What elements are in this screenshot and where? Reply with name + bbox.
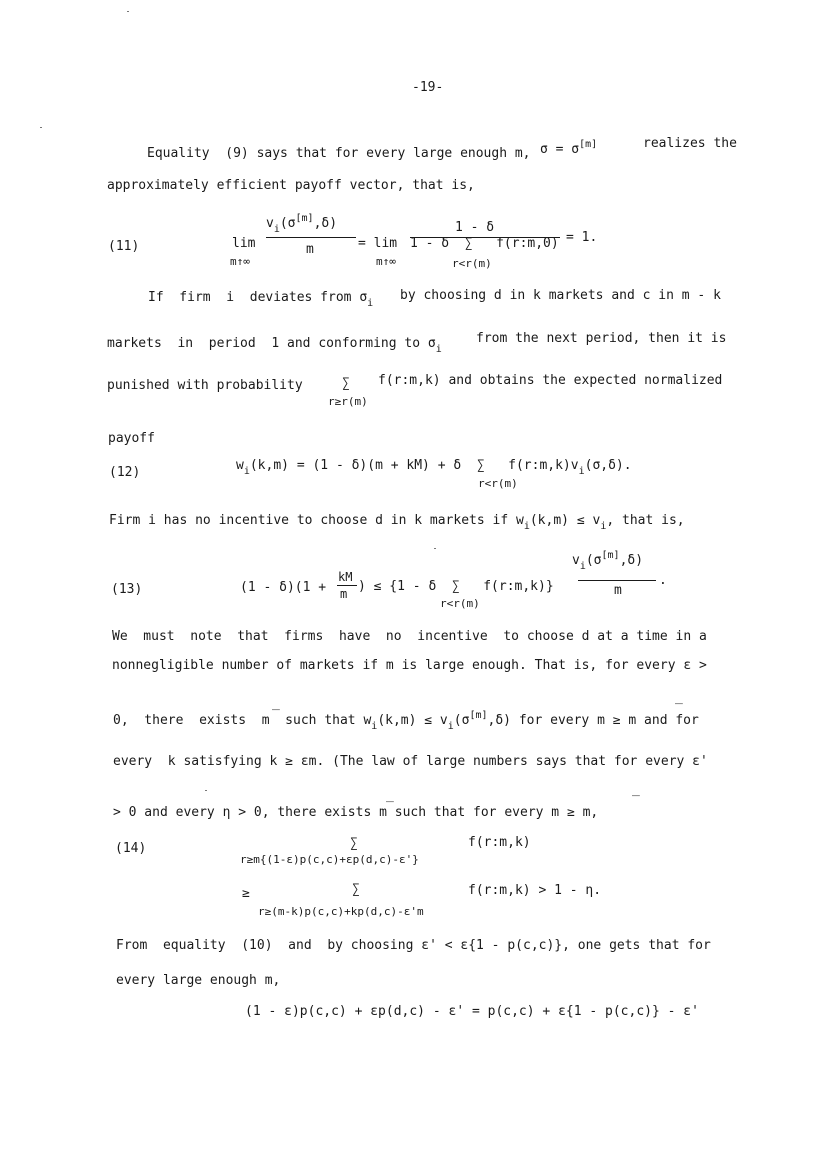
equation-label: (12) bbox=[109, 465, 141, 480]
eq11-sum-subscript: r<r(m) bbox=[452, 257, 492, 270]
eq14-sum-1: ∑ bbox=[350, 836, 358, 851]
eq11-lim: lim bbox=[232, 236, 256, 251]
paragraph-line: every k satisfying k ≥ εm. (The law of large numbers says that for every ε' bbox=[113, 754, 708, 769]
paragraph-line: We must note that firms have no incentive to choose d at a time in a bbox=[112, 629, 707, 644]
paragraph-line: 0, there exists m such that $w_i(k,m) \le v_i(\sigma[m],\delta)$ for every m ≥ m and for bbox=[113, 710, 699, 732]
paragraph-line: realizes the bbox=[643, 136, 737, 151]
eq12-body: $w_i(k,m) = (1 - \delta)(m + kM) + \delta$ ∑ $f(r:m,k)v_i(\sigma,\delta)$. bbox=[236, 458, 632, 477]
overbar-m: _ bbox=[675, 690, 683, 705]
eq13-numerator: $v_i(\sigma[m],\delta)$ bbox=[572, 550, 644, 572]
equation-label: (14) bbox=[115, 841, 147, 856]
eq13-mid: ) ≤ {1 - δ ∑ f(r:m,k)} bbox=[358, 579, 554, 594]
eq13-sum-subscript: r<r(m) bbox=[440, 597, 480, 610]
eq11-frac2-numerator: 1 - δ bbox=[455, 220, 495, 235]
eq13-denominator: m bbox=[614, 583, 622, 598]
eq11-lim-subscript-2: m↑∞ bbox=[376, 255, 396, 268]
eq14-subscript-1: r≥m{(1-ε)p(c,c)+εp(d,c)-ε'} bbox=[240, 853, 419, 866]
equation-label: (13) bbox=[111, 582, 143, 597]
paragraph-line: markets in period 1 and conforming to $\sigma_i$ bbox=[107, 336, 442, 355]
eq14-term-1: f(r:m,k) bbox=[468, 835, 531, 850]
paragraph-line: approximately efficient payoff vector, that is, bbox=[107, 178, 475, 193]
scan-speck bbox=[40, 127, 42, 128]
eq12-sum-subscript: r<r(m) bbox=[478, 477, 518, 490]
eq11-equals-lim: = lim bbox=[358, 236, 398, 251]
eq11-lim-subscript: m↑∞ bbox=[230, 255, 250, 268]
paragraph-line: Firm i has no incentive to choose d in k markets if $w_i(k,m) \le v_i$, that is, bbox=[109, 513, 685, 532]
sum-subscript: r≥r(m) bbox=[328, 395, 368, 408]
paragraph-line: From equality (10) and by choosing ε' < ε{1 - p(c,c)}, one gets that for bbox=[116, 938, 711, 953]
eq11-numerator: $v_i(\sigma[m],\delta)$ bbox=[266, 213, 338, 235]
scan-speck bbox=[434, 548, 436, 549]
eq11-fraction-bar bbox=[266, 237, 356, 238]
eq13-end: . bbox=[659, 573, 667, 588]
scan-speck bbox=[127, 11, 129, 12]
page-number: -19- bbox=[412, 80, 444, 95]
eq13-fraction-bar-2 bbox=[578, 580, 656, 581]
overbar-m: _ bbox=[386, 788, 394, 803]
eq13-m: m bbox=[340, 587, 348, 601]
paragraph-line: If firm i deviates from $\sigma_i$ bbox=[148, 290, 374, 309]
paragraph-line: by choosing d in k markets and c in m - k bbox=[400, 288, 721, 303]
eq14-subscript-2: r≥(m-k)p(c,c)+kp(d,c)-ε'm bbox=[258, 905, 424, 918]
eq13-kM: kM bbox=[338, 570, 353, 584]
paragraph-line: Equality (9) says that for every large enough m, bbox=[147, 146, 531, 161]
eq14-sum-2: ∑ bbox=[352, 882, 360, 897]
scan-speck bbox=[205, 790, 207, 791]
math-sigma-m: σ = σ[m] bbox=[540, 139, 598, 157]
eq11-frac2-denominator: 1 - δ ∑ f(r:m,0) bbox=[410, 236, 559, 251]
paragraph-line: payoff bbox=[108, 431, 155, 446]
eq11-rhs: = 1. bbox=[566, 230, 598, 245]
eq11-denominator: m bbox=[306, 242, 314, 257]
eq13-left: (1 - δ)(1 + bbox=[240, 580, 327, 595]
equation-line: (1 - ε)p(c,c) + εp(d,c) - ε' = p(c,c) + ε{1 - p(c,c)} - ε' bbox=[245, 1004, 699, 1019]
paragraph-line: f(r:m,k) and obtains the expected normalized bbox=[378, 373, 723, 388]
equation-label: (11) bbox=[108, 239, 140, 254]
paragraph-line: nonnegligible number of markets if m is large enough. That is, for every ε > bbox=[112, 658, 707, 673]
paragraph-line: every large enough m, bbox=[116, 973, 281, 988]
sum-symbol: ∑ bbox=[342, 376, 350, 391]
eq14-term-2: f(r:m,k) > 1 - η. bbox=[468, 883, 602, 898]
paragraph-line: from the next period, then it is bbox=[476, 331, 727, 346]
overbar-m: _ bbox=[632, 782, 640, 797]
eq14-geq: ≥ bbox=[242, 886, 250, 901]
overbar-m: _ bbox=[272, 696, 280, 711]
paragraph-line: punished with probability bbox=[107, 378, 303, 393]
paragraph-line: > 0 and every η > 0, there exists m such that for every m ≥ m, bbox=[113, 805, 599, 820]
